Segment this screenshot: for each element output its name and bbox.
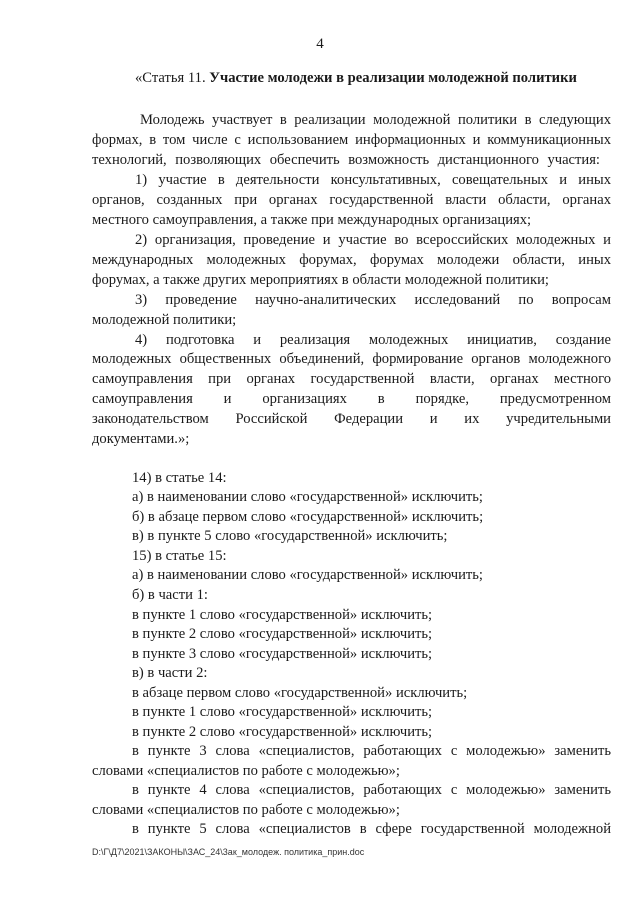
list-item-line: молодежных общественных объединений, формирование органов молодежного xyxy=(92,351,611,367)
amendment-line: б) в части 1: xyxy=(132,587,208,603)
list-item-line: 1) участие в деятельности консультативных, совещательных и иных xyxy=(135,172,611,188)
amendment-line: в) в пункте 5 слово «государственной» исключить; xyxy=(132,528,448,544)
list-item-line: законодательством Российской Федерации и их учредительными xyxy=(92,411,611,427)
amendment-line: в пункте 1 слово «государственной» исключить; xyxy=(132,607,433,623)
list-item-line: 2) организация, проведение и участие во всероссийских молодежных и xyxy=(135,232,611,248)
list-item-line: органов, созданных при органах государственной власти области, органах xyxy=(92,192,611,208)
list-item-line: местного самоуправления, а также при международных организациях; xyxy=(92,212,532,228)
list-item-line: международных молодежных форумах, форумах молодежи области, иных xyxy=(92,252,611,268)
final-line: в пункте 4 слова «специалистов, работающих с молодежью» заменить xyxy=(132,782,611,798)
amendment-line: 14) в статье 14: xyxy=(132,470,227,486)
list-item-line: молодежной политики; xyxy=(92,312,237,328)
page-number: 4 xyxy=(316,36,324,52)
amendment-line: а) в наименовании слово «государственной» исключить; xyxy=(132,489,483,505)
amendment-line: 15) в статье 15: xyxy=(132,548,227,564)
intro-line: формах, в том числе с использованием информационных и коммуникационных xyxy=(92,132,611,148)
list-item-line: форумах, а также других мероприятиях в области молодежной политики; xyxy=(92,272,549,288)
amendment-line: в пункте 3 слово «государственной» исключить; xyxy=(132,646,433,662)
amendment-line: в пункте 2 слово «государственной» исключить; xyxy=(132,626,433,642)
intro-line: Молодежь участвует в реализации молодежной политики в следующих xyxy=(140,112,611,128)
final-line: в пункте 5 слова «специалистов в сфере государственной молодежной xyxy=(132,821,611,837)
list-item-line: самоуправления и организациях в порядке, предусмотренном xyxy=(92,391,611,407)
article-title: Участие молодежи в реализации молодежной политики xyxy=(209,70,577,86)
amendment-line: в) в части 2: xyxy=(132,665,208,681)
list-item-line: самоуправления при органах государственной власти, органах местного xyxy=(92,371,611,387)
list-item-line: 4) подготовка и реализация молодежных инициатив, создание xyxy=(135,332,611,348)
final-line: в пункте 3 слова «специалистов, работающих с молодежью» заменить xyxy=(132,743,611,759)
final-line: словами «специалистов по работе с молодежью»; xyxy=(92,763,400,779)
article-prefix: «Статья 11. xyxy=(135,70,210,86)
article-heading xyxy=(135,69,577,87)
footer-file-path: D:\Г\Д7\2021\ЗАКОНЫ\ЗАС_24\3ак_молодеж. политика_прин.doc xyxy=(92,847,365,857)
amendment-line: в пункте 1 слово «государственной» исключить; xyxy=(132,704,433,720)
list-item-line: документами.»; xyxy=(92,431,190,447)
final-line: словами «специалистов по работе с молодежью»; xyxy=(92,802,400,818)
amendment-line: в пункте 2 слово «государственной» исключить; xyxy=(132,724,433,740)
list-item-line: 3) проведение научно-аналитических исследований по вопросам xyxy=(135,292,611,308)
amendment-line: а) в наименовании слово «государственной» исключить; xyxy=(132,567,483,583)
amendment-line: в абзаце первом слово «государственной» исключить; xyxy=(132,685,468,701)
amendment-line: б) в абзаце первом слово «государственной» исключить; xyxy=(132,509,484,525)
intro-line: технологий, позволяющих обеспечить возможность дистанционного участия: xyxy=(92,152,600,168)
